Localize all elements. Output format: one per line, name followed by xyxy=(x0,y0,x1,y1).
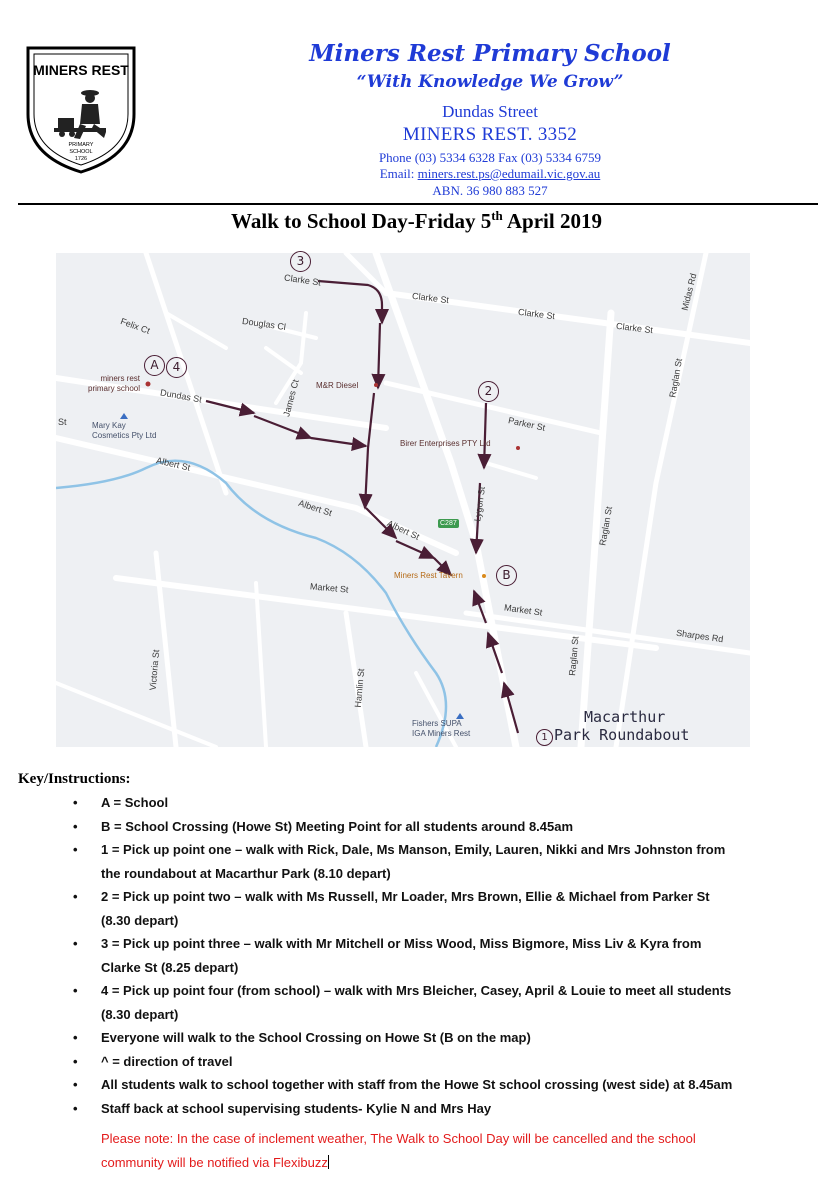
instruction-line: Clarke St (8.25 depart) xyxy=(101,959,239,975)
instruction-item xyxy=(72,1026,822,1050)
phone-fax: Phone (03) 5334 6328 Fax (03) 5334 6759 xyxy=(378,150,602,165)
instruction-line: Staff back at school supervising students- Kylie N and Mrs Hay xyxy=(101,1100,492,1116)
instruction-item xyxy=(72,885,822,932)
marker-3: 3 xyxy=(290,251,311,272)
street-label: Albert St xyxy=(155,455,192,473)
bullet-icon: • xyxy=(73,795,78,810)
creek xyxy=(56,461,446,747)
school-pin-icon xyxy=(146,382,151,387)
weather-note-line: community will be notified via Flexibuzz xyxy=(101,1154,328,1170)
bullet-icon: • xyxy=(73,936,78,951)
page-title xyxy=(0,208,833,234)
email-line xyxy=(300,166,680,182)
street-label: Victoria St xyxy=(147,649,162,691)
logo-subtext-1: PRIMARY xyxy=(68,142,94,148)
street-label: Raglan St xyxy=(667,357,685,399)
instruction-item xyxy=(72,1073,822,1097)
bullet-icon: • xyxy=(73,1053,78,1069)
route-map xyxy=(56,253,750,747)
street-label: Hamlin St xyxy=(352,668,367,708)
text-cursor xyxy=(328,1155,329,1169)
bullet-icon: • xyxy=(73,1077,78,1092)
logo-subtext-3: 1726 xyxy=(74,156,88,162)
instruction-item xyxy=(72,791,822,815)
abn: ABN. 36 980 883 527 xyxy=(432,183,548,198)
street-label: Clarke St xyxy=(283,272,322,288)
instruction-item xyxy=(72,815,822,839)
instruction-line: Everyone will walk to the School Crossing on Howe St (B on the map) xyxy=(101,1030,531,1045)
bullet-icon: • xyxy=(73,889,78,904)
street-label: Lygon St xyxy=(472,485,488,523)
weather-note-line: Please note: In the case of inclement weather, The Walk to School Day will be cancelled and the school xyxy=(101,1131,696,1146)
title-main: Walk to School Day-Friday 5 xyxy=(231,209,492,233)
street-label: Market St xyxy=(503,602,544,618)
street-label: Raglan St xyxy=(567,635,581,677)
tavern-pin-icon xyxy=(482,574,486,578)
handwritten-note-line1: Macarthur xyxy=(584,708,666,726)
road-shield: C287 xyxy=(440,520,457,527)
logo-subtext-2: SCHOOL xyxy=(69,149,93,155)
street-label: Sharpes Rd xyxy=(675,627,724,645)
marker-2: 2 xyxy=(478,381,499,402)
key-title: Key/Instructions: xyxy=(18,771,131,787)
handwritten-note-line2: Park Roundabout xyxy=(554,726,690,744)
bullet-icon: • xyxy=(73,1030,78,1045)
email-link[interactable]: miners.rest.ps@edumail.vic.gov.au xyxy=(417,166,601,181)
bullet-icon: • xyxy=(73,842,78,857)
school-motto: “With Knowledge We Grow” xyxy=(356,72,624,92)
instruction-item xyxy=(72,838,822,885)
instruction-line: 3 = Pick up point three – walk with Mr Mitchell or Miss Wood, Miss Bigmore, Miss Liv & Kyra from xyxy=(101,936,702,951)
marker-a: A xyxy=(144,355,165,376)
street-label: James Ct xyxy=(281,378,301,418)
email-label: Email: xyxy=(379,166,418,181)
school-label: miners rest primary school xyxy=(88,374,141,393)
instruction-line: the roundabout at Macarthur Park (8.10 depart) xyxy=(101,865,391,881)
birer-label: Birer Enterprises PTY Ltd xyxy=(400,439,491,448)
address-street: Dundas Street xyxy=(442,102,538,121)
instruction-line: (8.30 depart) xyxy=(101,912,179,928)
street-label: Clarke St xyxy=(411,290,450,306)
street-label: Clarke St xyxy=(615,320,654,336)
weather-note xyxy=(101,1127,821,1174)
street-label: Parker St xyxy=(507,415,547,433)
school-name: Miners Rest Primary School xyxy=(309,40,671,67)
diesel-pin-icon xyxy=(374,383,378,387)
instruction-line: A = School xyxy=(101,795,169,810)
bullet-icon: • xyxy=(73,983,78,998)
street-label: Douglas Cl xyxy=(241,315,287,333)
instruction-item xyxy=(72,1097,822,1121)
marykay-pin-icon xyxy=(120,413,128,419)
marker-4: 4 xyxy=(166,357,187,378)
instruction-line: B = School Crossing (Howe St) Meeting Point for all students around 8.45am xyxy=(101,818,574,834)
marykay-label: Mary Kay Cosmetics Pty Ltd xyxy=(92,421,157,440)
title-sup: th xyxy=(491,208,503,223)
birer-pin-icon xyxy=(516,446,520,450)
street-label: Albert St xyxy=(385,518,422,542)
fishers-label: Fishers SUPA IGA Miners Rest xyxy=(412,719,471,738)
title-end: April 2019 xyxy=(502,209,602,233)
tavern-label: Miners Rest Tavern xyxy=(394,571,463,580)
school-logo xyxy=(24,44,138,176)
header-divider xyxy=(18,203,818,205)
instruction-line: ^ = direction of travel xyxy=(101,1053,233,1069)
bullet-icon: • xyxy=(73,818,78,834)
instruction-line: 1 = Pick up point one – walk with Rick, Dale, Ms Manson, Emily, Lauren, Nikki and Mrs Johnston from xyxy=(101,842,726,857)
instruction-item xyxy=(72,932,822,979)
instruction-item xyxy=(72,979,822,1026)
instruction-line: (8.30 depart) xyxy=(101,1006,179,1022)
marker-b: B xyxy=(496,565,517,586)
logo-text: MINERS REST xyxy=(33,62,129,78)
instructions-list xyxy=(72,791,822,1120)
street-label: Albert St xyxy=(297,497,334,519)
instruction-line: All students walk to school together with staff from the Howe St school crossing (west side) at 8.45am xyxy=(101,1077,733,1092)
street-label: Market St xyxy=(309,581,349,595)
street-label: St xyxy=(58,417,67,427)
street-label: Raglan St xyxy=(597,505,615,547)
address-town: MINERS REST. 3352 xyxy=(402,124,578,145)
street-label: Midas Rd xyxy=(679,272,699,312)
route-arrows xyxy=(206,281,518,733)
instruction-line: 2 = Pick up point two – walk with Ms Russell, Mr Loader, Mrs Brown, Ellie & Michael from Parker St xyxy=(101,889,710,904)
diesel-label: M&R Diesel xyxy=(316,381,359,390)
street-label: Clarke St xyxy=(517,306,556,322)
street-label: Dundas St xyxy=(159,387,203,405)
bullet-icon: • xyxy=(73,1100,78,1116)
instruction-line: 4 = Pick up point four (from school) – walk with Mrs Bleicher, Casey, April & Louie to meet all students xyxy=(101,983,732,998)
marker-1: 1 xyxy=(536,729,553,746)
instruction-item xyxy=(72,1050,822,1074)
street-label: Felix Ct xyxy=(119,316,152,336)
